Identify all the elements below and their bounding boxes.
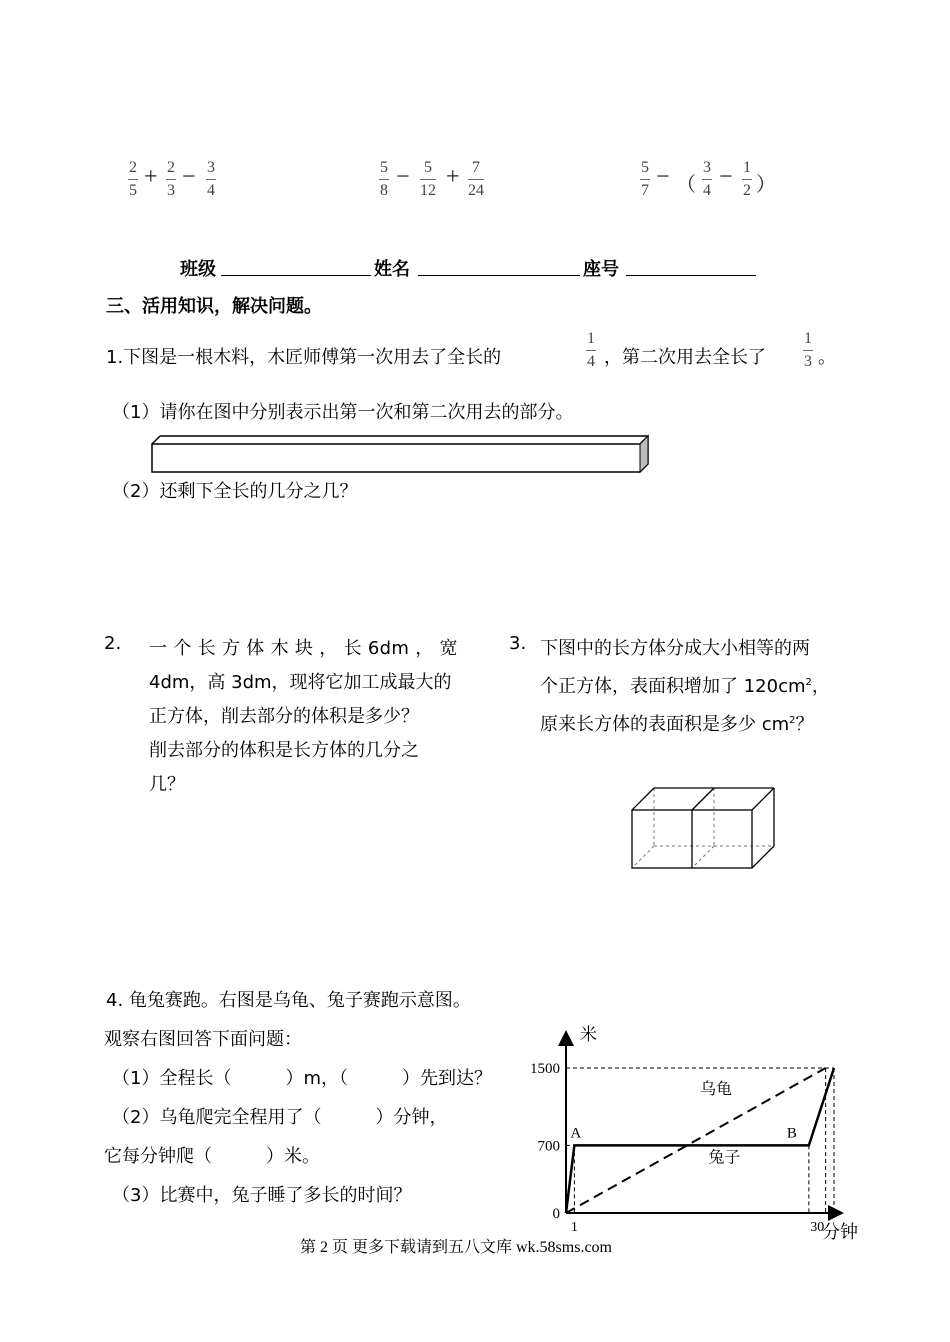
beam-end-face xyxy=(640,436,648,472)
series-label-turtle: 乌龟 xyxy=(700,1079,733,1099)
cuboid-diagram xyxy=(626,780,786,876)
q1-sub1: （1）请你在图中分别表示出第一次和第二次用去的部分。 xyxy=(112,402,574,423)
q2-number: 2. xyxy=(104,633,122,654)
fraction: 7 24 xyxy=(468,159,484,199)
fraction: 2 3 xyxy=(167,159,175,199)
operator: − xyxy=(396,164,410,190)
beam-outline xyxy=(152,436,648,472)
operator: − xyxy=(719,164,733,190)
fraction: 3 4 xyxy=(207,159,215,199)
race-chart xyxy=(510,1020,880,1250)
q1-text-a: 1.下图是一根木料，木匠师傅第一次用去了全长的 xyxy=(106,347,502,368)
q4-line3: （1）全程长（ ）m，（ ）先到达？ xyxy=(112,1068,492,1089)
q1-text-c: 。 xyxy=(818,347,836,368)
fraction: 1 3 xyxy=(804,330,812,370)
y-tick-label: 0 xyxy=(552,1206,560,1222)
fraction: 2 5 xyxy=(129,159,137,199)
point-label-a: A xyxy=(570,1125,582,1142)
fraction: 1 4 xyxy=(587,330,595,370)
operator: + xyxy=(144,164,158,190)
fraction: 1 2 xyxy=(743,159,751,199)
name-blank[interactable] xyxy=(418,275,580,276)
x-axis-label: 分钟 xyxy=(822,1222,858,1243)
q4-line2: 观察右图回答下面问题： xyxy=(104,1029,302,1050)
class-blank[interactable] xyxy=(221,275,371,276)
y-axis-label: 米 xyxy=(580,1025,597,1045)
y-tick-label: 1500 xyxy=(530,1061,560,1077)
left-paren: （ xyxy=(676,172,696,196)
fraction: 3 4 xyxy=(703,159,711,199)
x-tick-label: 1 xyxy=(570,1220,578,1235)
page-footer: 第 2 页 更多下载请到五八文库 wk.58sms.com xyxy=(300,1239,613,1256)
q3-number: 3. xyxy=(509,633,527,654)
q2-body: 一 个 长 方 体 木 块 ， 长 6dm ， 宽 4dm，高 3dm，现将它加工成最大的 正方体，削去部分的体积是多少？ 削去部分的体积是长方体的几分之 几？ xyxy=(149,638,458,795)
point-label-b: B xyxy=(786,1125,797,1142)
q4-line4: （2）乌龟爬完全程用了（ ）分钟， xyxy=(112,1107,448,1128)
fraction: 5 8 xyxy=(380,159,388,199)
operator: − xyxy=(656,164,670,190)
name-label: 姓名 xyxy=(374,259,410,280)
q4-line5: 它每分钟爬（ ）米。 xyxy=(104,1146,320,1167)
q1-sub2: （2）还剩下全长的几分之几？ xyxy=(112,481,358,502)
section-title: 三、活用知识，解决问题。 xyxy=(106,296,322,317)
seat-blank[interactable] xyxy=(626,275,756,276)
q4-line1: 4. 龟兔赛跑。右图是乌龟、兔子赛跑示意图。 xyxy=(106,990,471,1011)
q3-body: 下图中的长方体分成大小相等的两 个正方体，表面积增加了 $120cm^2$， 原来长方体的表面积是多少 $cm^2$？ xyxy=(540,638,830,735)
class-label: 班级 xyxy=(180,259,216,280)
operator: + xyxy=(446,164,460,190)
q1-text-b: ，第二次用去全长了 xyxy=(604,347,766,368)
q4-line6: （3）比赛中，兔子睡了多长的时间？ xyxy=(112,1185,412,1206)
wooden-beam[interactable] xyxy=(150,434,660,474)
x-tick-label: 30 xyxy=(810,1220,825,1235)
right-paren: ） xyxy=(756,172,776,196)
y-tick-label: 700 xyxy=(537,1138,560,1155)
seat-label: 座号 xyxy=(583,259,619,280)
fraction: 5 7 xyxy=(641,159,649,199)
fraction: 5 12 xyxy=(420,159,436,199)
operator: − xyxy=(182,164,196,190)
series-label-rabbit: 兔子 xyxy=(708,1147,741,1167)
